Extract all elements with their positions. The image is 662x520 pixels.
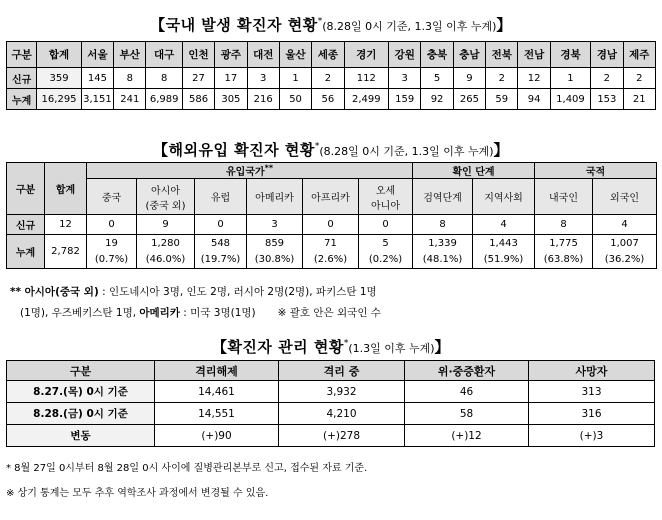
table-cell: 17 <box>215 68 247 89</box>
table-cell: 8 <box>146 68 182 89</box>
domestic-title-star: * <box>317 16 323 27</box>
note-foreigner-remark: ※ 괄호 안은 외국인 수 <box>277 307 381 319</box>
note-asia-detail-cont: (1명), 우즈베키스탄 1명, <box>20 307 140 319</box>
domestic-header-cell: 구분 <box>7 42 37 68</box>
inflow-note-line-1 <box>10 284 377 299</box>
table-cell: 14,461 <box>155 381 279 403</box>
domestic-new-row <box>7 68 656 89</box>
domestic-title <box>0 14 662 35</box>
table-cell: 9 <box>453 68 485 89</box>
domestic-header-cell: 서울 <box>81 42 113 68</box>
domestic-header-cell: 충남 <box>453 42 485 68</box>
table-cell: 112 <box>344 68 388 89</box>
table-cell: 359 <box>37 68 81 89</box>
overseas-sub-america: 아메리카 <box>247 179 303 215</box>
overseas-title-main: 【해외유입 확진자 현황 <box>152 141 315 159</box>
table-cell: 2 <box>591 68 623 89</box>
overseas-sub-korean: 내국인 <box>535 179 593 215</box>
table-cell: 145 <box>81 68 113 89</box>
table-cell: (36.2%) <box>593 252 657 269</box>
domestic-header-cell: 충북 <box>421 42 453 68</box>
table-cell: 1,443 <box>473 235 535 252</box>
footnote-1: * 8월 27일 0시부터 8월 28일 0시 사이에 질병관리본부로 신고, 접수된 자료 기준. <box>6 463 368 474</box>
overseas-new-row <box>7 215 657 235</box>
table-cell: 241 <box>114 89 146 110</box>
domestic-title-main: 【국내 발생 확진자 현황 <box>150 16 318 34</box>
table-cell: (19.7%) <box>195 252 247 269</box>
row-label: 8.27.(목) 0시 기준 <box>7 381 155 403</box>
table-cell: 3,932 <box>279 381 405 403</box>
table-cell: 1,775 <box>535 235 593 252</box>
overseas-sub-community: 지역사회 <box>473 179 535 215</box>
table-cell: 305 <box>215 89 247 110</box>
domestic-header-cell: 광주 <box>215 42 247 68</box>
table-cell: (2.6%) <box>303 252 359 269</box>
domestic-header-cell: 경북 <box>550 42 590 68</box>
overseas-sub-foreign: 외국인 <box>593 179 657 215</box>
domestic-title-sub: (8.28일 0시 기준, 1.3일 이후 누계) <box>322 20 497 33</box>
row-label: 8.28.(금) 0시 기준 <box>7 403 155 425</box>
note-asia-detail: : 인도네시아 3명, 인도 2명, 러시아 2명(2명), 파키스탄 1명 <box>98 286 377 298</box>
table-cell: 8 <box>114 68 146 89</box>
management-header-cell: 격리 중 <box>279 361 405 381</box>
table-cell: 21 <box>623 89 655 110</box>
table-cell: (0.2%) <box>359 252 413 269</box>
table-cell: 4,210 <box>279 403 405 425</box>
table-cell: 586 <box>182 89 214 110</box>
management-header-row <box>7 361 655 381</box>
table-cell: 1,339 <box>413 235 473 252</box>
overseas-group-inflow <box>87 163 413 179</box>
overseas-title-star: * <box>314 141 320 152</box>
table-cell: 2 <box>623 68 655 89</box>
overseas-group-inflow-star: ** <box>264 163 274 173</box>
domestic-header-cell: 경남 <box>591 42 623 68</box>
table-cell: 0 <box>87 215 137 235</box>
table-cell: 265 <box>453 89 485 110</box>
domestic-header-cell: 부산 <box>114 42 146 68</box>
overseas-sub-china: 중국 <box>87 179 137 215</box>
table-cell: 3 <box>247 215 303 235</box>
table-cell: 1,007 <box>593 235 657 252</box>
table-cell: (+)12 <box>405 425 529 447</box>
table-cell: 0 <box>359 215 413 235</box>
table-cell: 5 <box>359 235 413 252</box>
overseas-sub-africa: 아프리카 <box>303 179 359 215</box>
overseas-cum-row <box>7 235 657 252</box>
row-label: 신규 <box>7 215 45 235</box>
management-header-cell: 격리해제 <box>155 361 279 381</box>
management-header-cell: 구분 <box>7 361 155 381</box>
management-row <box>7 425 655 447</box>
management-title-main: 【확진자 관리 현황 <box>211 338 344 356</box>
table-cell: 859 <box>247 235 303 252</box>
table-cell: 2 <box>486 68 518 89</box>
table-cell: (48.1%) <box>413 252 473 269</box>
table-cell: 56 <box>312 89 344 110</box>
overseas-sub-oceania-1: 오세 <box>375 185 396 197</box>
domestic-header-cell: 합계 <box>37 42 81 68</box>
table-cell: 59 <box>486 89 518 110</box>
note-asia-label: 아시아(중국 외) <box>24 286 99 298</box>
table-cell: 16,295 <box>37 89 81 110</box>
table-cell: 313 <box>529 381 655 403</box>
table-cell: 4 <box>473 215 535 235</box>
overseas-sub-asia <box>137 179 195 215</box>
overseas-subheader-row <box>7 179 657 215</box>
management-table <box>6 360 655 447</box>
overseas-sub-asia-2: (중국 외) <box>145 200 186 212</box>
row-label: 신규 <box>7 68 37 89</box>
overseas-sub-oceania-2: 아니아 <box>371 200 400 212</box>
table-cell: 92 <box>421 89 453 110</box>
domestic-header-cell: 경기 <box>344 42 388 68</box>
table-cell: 6,989 <box>146 89 182 110</box>
table-cell: 3,151 <box>81 89 113 110</box>
management-row <box>7 403 655 425</box>
domestic-header-cell: 제주 <box>623 42 655 68</box>
domestic-header-cell: 전북 <box>486 42 518 68</box>
table-cell: 12 <box>518 68 550 89</box>
domestic-header-cell: 울산 <box>279 42 311 68</box>
table-cell: 3 <box>247 68 279 89</box>
overseas-title-end: 】 <box>493 141 510 159</box>
overseas-sub-europe: 유럽 <box>195 179 247 215</box>
table-cell: 9 <box>137 215 195 235</box>
management-title-sub: (1.3일 이후 누계) <box>348 342 435 355</box>
table-cell: 14,551 <box>155 403 279 425</box>
table-cell: 4 <box>593 215 657 235</box>
table-cell: 12 <box>45 215 87 235</box>
table-cell: 2 <box>312 68 344 89</box>
domestic-header-cell: 전남 <box>518 42 550 68</box>
table-cell: (51.9%) <box>473 252 535 269</box>
domestic-header-row <box>7 42 656 68</box>
row-label: 누계 <box>7 235 45 269</box>
table-cell: 58 <box>405 403 529 425</box>
table-cell: 3 <box>389 68 421 89</box>
management-row <box>7 381 655 403</box>
table-cell: 548 <box>195 235 247 252</box>
table-cell: (+)90 <box>155 425 279 447</box>
overseas-sub-quarantine: 검역단계 <box>413 179 473 215</box>
overseas-sub-oceania <box>359 179 413 215</box>
management-title <box>0 336 662 357</box>
table-cell: (63.8%) <box>535 252 593 269</box>
note-america-label: 아메리카 <box>139 307 180 319</box>
domestic-header-cell: 인천 <box>182 42 214 68</box>
table-cell: 8 <box>413 215 473 235</box>
table-cell: 46 <box>405 381 529 403</box>
table-cell: 19 <box>87 235 137 252</box>
overseas-group-row <box>7 163 657 179</box>
table-cell: 2,499 <box>344 89 388 110</box>
table-cell: (+)278 <box>279 425 405 447</box>
table-cell: 153 <box>591 89 623 110</box>
table-cell: 0 <box>303 215 359 235</box>
footnote-2: ※ 상기 통계는 모두 추후 역학조사 과정에서 변경될 수 있음. <box>6 488 269 499</box>
table-cell: (0.7%) <box>87 252 137 269</box>
row-label: 누계 <box>7 89 37 110</box>
management-title-star: * <box>343 338 349 349</box>
inflow-note-line-2 <box>20 305 381 320</box>
table-cell: 94 <box>518 89 550 110</box>
overseas-title-sub: (8.28일 0시 기준, 1.3일 이후 누계) <box>319 145 494 158</box>
note-america-detail: : 미국 3명(1명) <box>179 307 256 319</box>
row-label: 변동 <box>7 425 155 447</box>
table-cell: 1 <box>279 68 311 89</box>
overseas-col-total: 합계 <box>45 163 87 215</box>
table-cell: 5 <box>421 68 453 89</box>
overseas-group-nation: 국적 <box>535 163 657 179</box>
table-cell: 216 <box>247 89 279 110</box>
table-cell: 1,409 <box>550 89 590 110</box>
table-cell: (30.8%) <box>247 252 303 269</box>
note-marker: ** <box>10 286 25 298</box>
domestic-header-cell: 세종 <box>312 42 344 68</box>
table-cell: 1,280 <box>137 235 195 252</box>
table-cell: 316 <box>529 403 655 425</box>
table-cell: 27 <box>182 68 214 89</box>
domestic-header-cell: 강원 <box>389 42 421 68</box>
domestic-table <box>6 41 656 110</box>
domestic-header-cell: 대구 <box>146 42 182 68</box>
table-cell: 0 <box>195 215 247 235</box>
overseas-group-confirm: 확인 단계 <box>413 163 535 179</box>
management-header-cell: 사망자 <box>529 361 655 381</box>
management-title-end: 】 <box>434 338 451 356</box>
table-cell: 8 <box>535 215 593 235</box>
overseas-col-gubun: 구분 <box>7 163 45 215</box>
overseas-table <box>6 162 657 269</box>
domestic-title-end: 】 <box>496 16 512 34</box>
overseas-title <box>0 139 662 160</box>
domestic-cum-row <box>7 89 656 110</box>
table-cell: 71 <box>303 235 359 252</box>
table-cell: (+)3 <box>529 425 655 447</box>
table-cell: 1 <box>550 68 590 89</box>
table-cell: (46.0%) <box>137 252 195 269</box>
table-cell: 50 <box>279 89 311 110</box>
overseas-group-inflow-label: 유입국가 <box>226 167 265 178</box>
overseas-pct-row <box>7 252 657 269</box>
table-cell: 2,782 <box>45 235 87 269</box>
domestic-header-cell: 대전 <box>247 42 279 68</box>
overseas-sub-asia-1: 아시아 <box>151 185 180 197</box>
management-header-cell: 위·중증환자 <box>405 361 529 381</box>
table-cell: 159 <box>389 89 421 110</box>
